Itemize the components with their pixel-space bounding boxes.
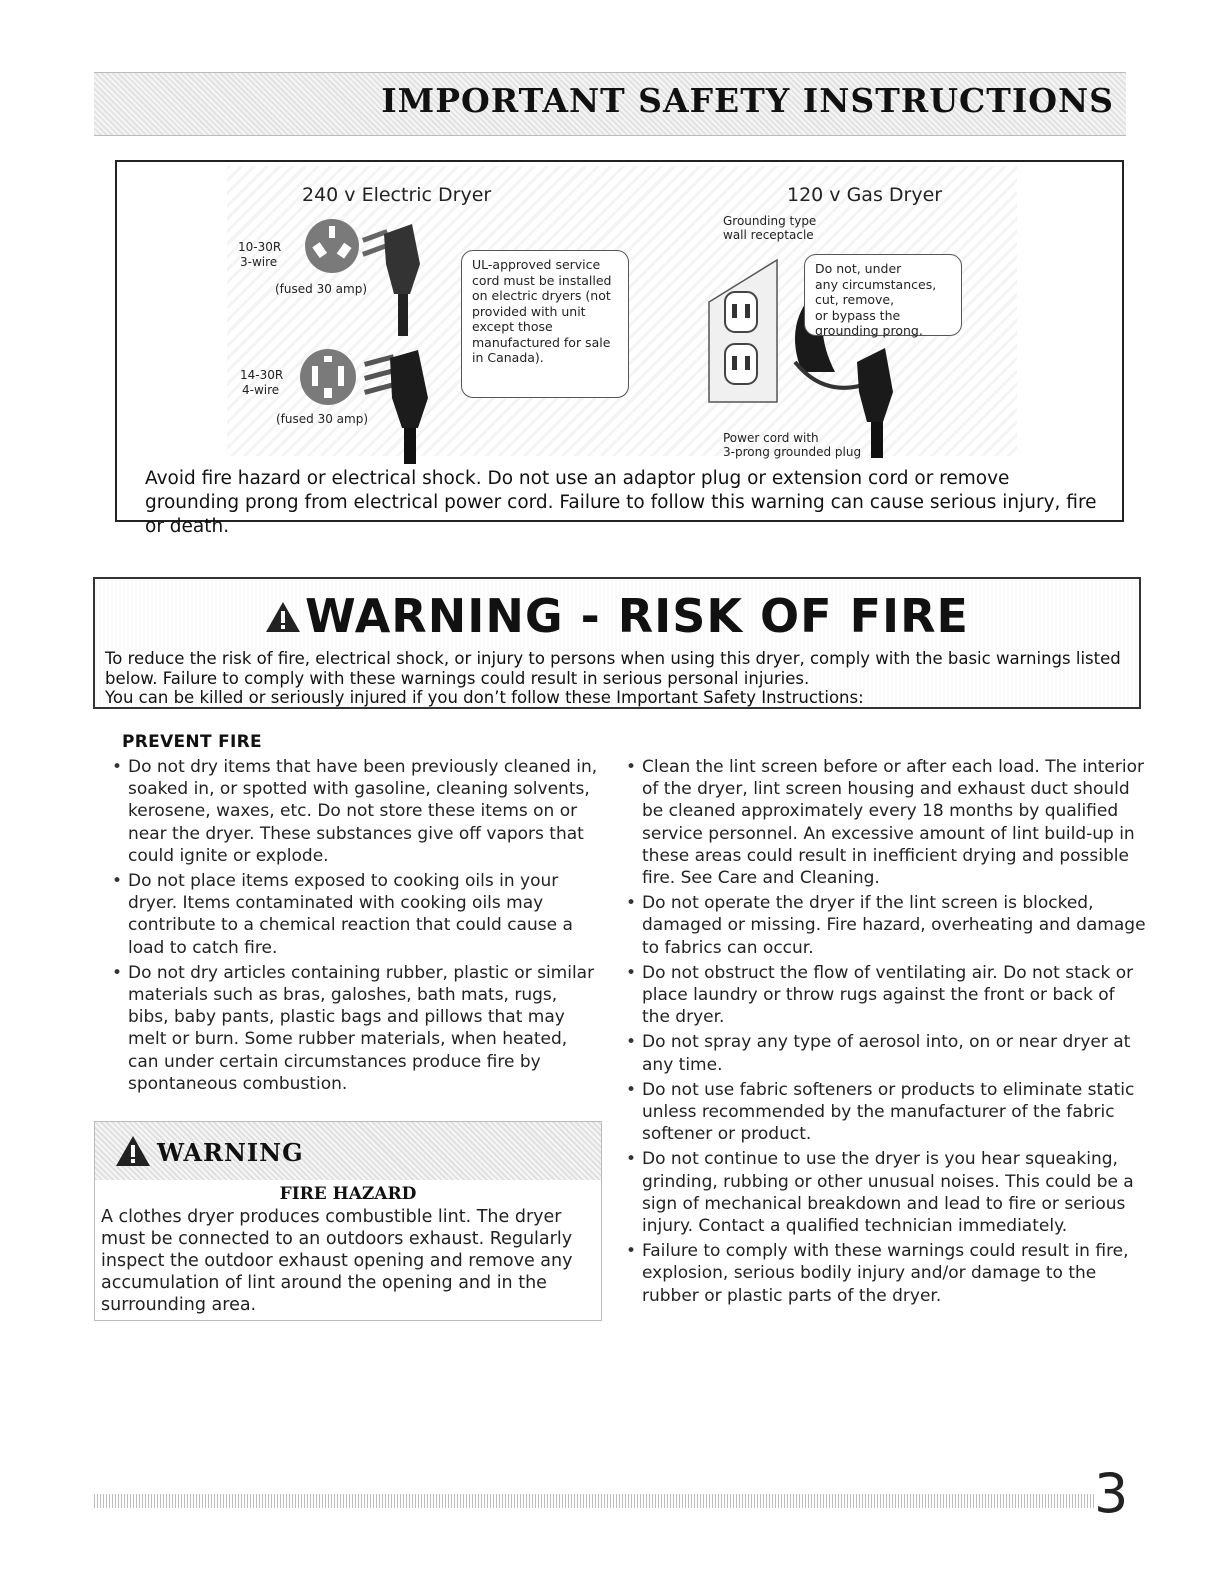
header-banner [94, 72, 1126, 136]
list-item: • Do not obstruct the flow of ventilating air. Do not stack or place laundry or throw rugs against the front or back of the dryer. [624, 962, 1146, 1029]
callout-line: provided with unit [472, 303, 586, 319]
receptacle-4wire-fuse: (fused 30 amp) [276, 412, 369, 426]
risk-of-fire-body [105, 649, 1135, 708]
receptacle-4wire-type: 4-wire [242, 383, 280, 397]
receptacle-3wire-model: 10-30R [238, 240, 282, 254]
fire-hazard-warning-box [94, 1121, 602, 1321]
prevent-fire-section [94, 732, 604, 1098]
footer-bar [94, 1494, 1094, 1508]
list-item: • Clean the lint screen before or after each load. The interior of the dryer, lint screen housing and exhaust duct should be cleaned approximately every 18 months by qualified service personnel. An excessive amount of lint build-up in these areas could result in inefficient drying and possible fire. See Care and Cleaning. [624, 756, 1146, 889]
right-column-list [624, 756, 1146, 1310]
risk-of-fire-title: WARNING - RISK OF FIRE [305, 589, 969, 643]
fire-hazard-subtitle: FIRE HAZARD [279, 1184, 417, 1204]
risk-of-fire-warning-box [93, 577, 1141, 709]
electric-dryer-title: 240 v Electric Dryer [302, 184, 492, 206]
list-item: • Do not dry articles containing rubber, plastic or similar materials such as bras, galoshes, bath mats, rugs, bibs, baby pants, plastic bags and pillows that may melt or burn. Some rubber materials, when heated, can under certain circumstances produce fire by spontaneous combustion. [110, 962, 600, 1095]
page-title: IMPORTANT SAFETY INSTRUCTIONS [381, 81, 1114, 120]
outlet-diagram-box [115, 160, 1124, 537]
receptacle-4wire-model: 14-30R [240, 368, 284, 382]
electric-cord-callout [461, 250, 629, 398]
prevent-fire-heading: PREVENT FIRE [122, 732, 262, 752]
plug-4wire-icon [292, 342, 442, 467]
callout-line: cord must be installed [472, 272, 612, 288]
list-item: • Do not dry items that have been previously cleaned in, soaked in, or spotted with gasoline, cleaning solvents, kerosene, waxes, etc. Do not store these items on or near the dryer. These substances give off vapors that could ignite or explode. [110, 756, 600, 867]
power-cord-label-line2: 3-prong grounded plug [723, 445, 862, 459]
fire-hazard-body: A clothes dryer produces combustible lint. The dryer must be connected to an outdoors exhaust. Regularly inspect the outdoor exhaust opening and remove any accumulation of lint around the opening and in the surrounding area. [101, 1207, 573, 1315]
callout-line: or bypass the [815, 307, 901, 323]
callout-line: grounding prong. [815, 323, 923, 338]
risk-of-fire-text: You can be killed or seriously injured if you don’t follow these Important Safety Instructions: [105, 688, 864, 707]
page-number: 3 [1094, 1462, 1129, 1525]
list-item: • Do not use fabric softeners or products to eliminate static unless recommended by the manufacturer of the fabric softener or product. [624, 1079, 1146, 1146]
risk-of-fire-heading [95, 589, 1139, 643]
callout-line: manufactured for sale [472, 334, 611, 350]
warning-triangle-icon [265, 600, 301, 634]
fire-hazard-banner [95, 1122, 601, 1180]
receptacle-3wire-fuse: (fused 30 amp) [275, 282, 368, 296]
receptacle-3wire-type: 3-wire [240, 255, 278, 269]
list-item: • Do not spray any type of aerosol into, on or near dryer at any time. [624, 1031, 1146, 1075]
risk-of-fire-text: To reduce the risk of fire, electrical shock, or injury to persons when using this dryer, comply with the basic warnings listed below. Failure to comply with these warnings could result in serious personal injuries. [105, 649, 1121, 688]
gas-grounding-callout [804, 254, 962, 336]
power-cord-label-line1: Power cord with [723, 431, 819, 445]
list-item: • Do not continue to use the dryer is you hear squeaking, grinding, rubbing or other unusual noises. This could be a sign of mechanical breakdown and lead to fire or serious injury. Contact a qualified technician immediately. [624, 1148, 1146, 1237]
plug-3wire-icon [302, 214, 442, 339]
grounding-label-line1: Grounding type [723, 214, 817, 228]
grounding-label-line2: wall receptacle [723, 228, 814, 242]
callout-line: any circumstances, [815, 276, 937, 292]
fire-hazard-banner-title: WARNING [157, 1138, 304, 1167]
callout-line: except those [472, 319, 553, 334]
callout-line: on electric dryers (not [472, 288, 611, 303]
diagram-caption: Avoid fire hazard or electrical shock. Do not use an adaptor plug or extension cord or remove grounding prong from electrical power cord. Failure to follow this warning can cause serious injury, fire or death. [145, 468, 1097, 537]
list-item: • Do not place items exposed to cooking oils in your dryer. Items contaminated with cooking oils may contribute to a chemical reaction that could cause a load to catch fire. [110, 870, 600, 959]
warning-triangle-icon [115, 1134, 151, 1168]
callout-line: Do not, under [815, 261, 902, 276]
callout-line: UL-approved service [472, 257, 601, 272]
list-item: • Do not operate the dryer if the lint screen is blocked, damaged or missing. Fire hazard, overheating and damage to fabrics can occur. [624, 892, 1146, 959]
gas-dryer-title: 120 v Gas Dryer [787, 184, 943, 206]
callout-line: in Canada). [472, 350, 544, 365]
list-item: • Failure to comply with these warnings could result in fire, explosion, serious bodily injury and/or damage to the rubber or plastic parts of the dryer. [624, 1240, 1146, 1307]
callout-line: cut, remove, [815, 292, 895, 307]
